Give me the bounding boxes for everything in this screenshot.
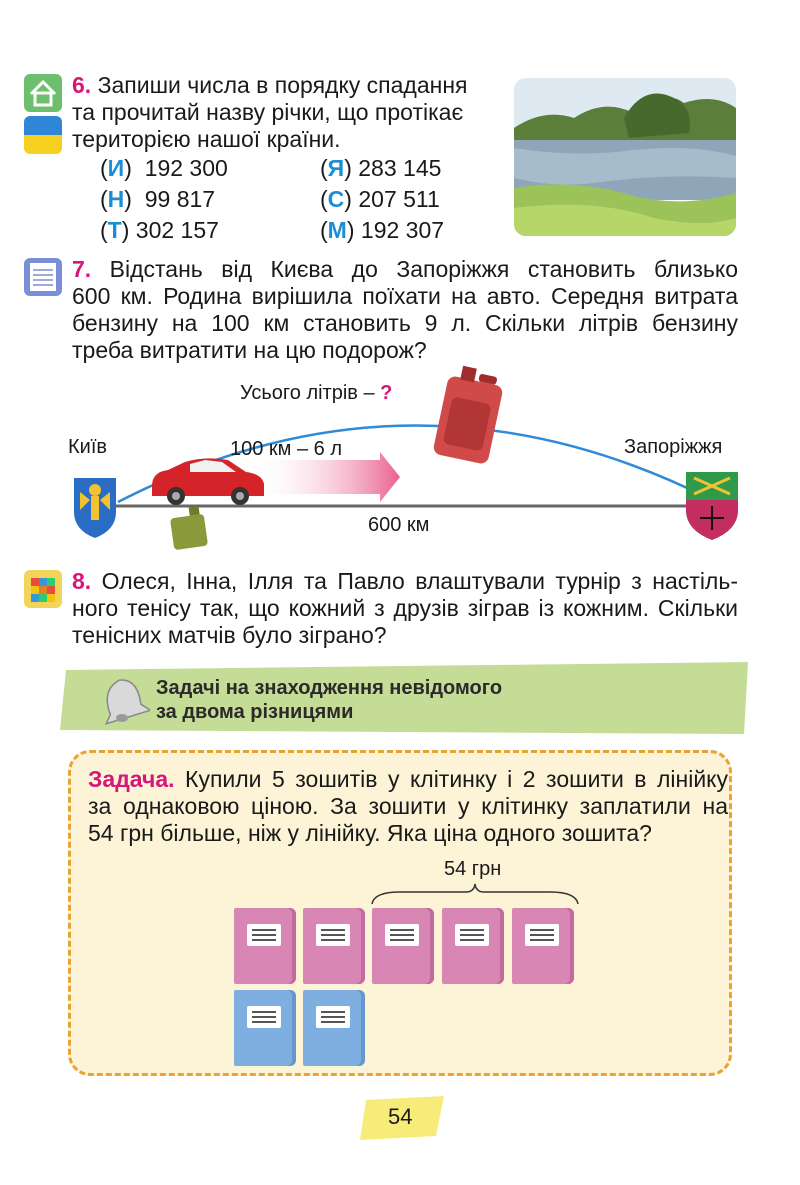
task8-text: 8. Олеся, Інна, Ілля та Павло влаштували турнір з настіль- ного тенісу так, що кожний з друзів зіграв із кожним. Скільки тенісних матчів було зіграно? bbox=[72, 568, 738, 648]
fuel-canister-icon bbox=[432, 363, 506, 465]
option-i: (И) 192 300 bbox=[100, 155, 228, 181]
grid-notebook bbox=[234, 908, 296, 984]
topic-banner-title: Задачі на знаходження невідомого за двома різницями bbox=[156, 677, 503, 723]
kyiv-coat-of-arms-icon bbox=[74, 478, 116, 538]
problem-text: Задача. Купили 5 зошитів у клітинку і 2 зошити в лінійку за однаковою ціною. За зошити у клітинку заплатили на 54 грн більше, ніж у лінійку. Яка ціна одного зошита? bbox=[88, 766, 728, 846]
notebook-task-icon bbox=[24, 258, 62, 296]
task7-number: 7. bbox=[72, 256, 92, 282]
distance-label: 600 км bbox=[368, 514, 430, 536]
grid-notebook bbox=[442, 908, 504, 984]
end-city-label: Запоріжжя bbox=[624, 436, 723, 458]
small-canister-icon bbox=[170, 506, 208, 550]
total-liters-label: Усього літрів – ? bbox=[240, 382, 393, 404]
option-m: (М) 192 307 bbox=[320, 217, 445, 243]
lined-notebook bbox=[234, 990, 296, 1066]
bell-icon bbox=[94, 672, 150, 726]
brace-label: 54 грн bbox=[444, 858, 502, 880]
ukraine-flag-icon bbox=[24, 116, 62, 154]
house-icon bbox=[24, 74, 62, 112]
total-question-mark: ? bbox=[380, 382, 393, 404]
start-city-label: Київ bbox=[68, 436, 108, 458]
brace bbox=[370, 882, 580, 908]
task6-text: 6. Запиши числа в порядку спадання та прочитай назву річки, що протікає територією нашої країни. bbox=[72, 72, 468, 152]
home-task-icon bbox=[24, 74, 62, 112]
segment-label: 100 км – 6 л bbox=[230, 438, 343, 460]
option-t: (Т) 302 157 bbox=[100, 217, 219, 243]
grid-notebook bbox=[303, 908, 365, 984]
car-icon bbox=[152, 458, 264, 505]
option-ya: (Я) 283 145 bbox=[320, 155, 442, 181]
page-number: 54 bbox=[388, 1104, 413, 1129]
river-photo bbox=[514, 78, 736, 236]
option-s: (С) 207 511 bbox=[320, 186, 440, 212]
cube-task-icon bbox=[24, 570, 62, 608]
task8-number: 8. bbox=[72, 568, 92, 594]
zaporizhzhia-coat-of-arms-icon bbox=[686, 472, 738, 540]
option-n: (Н) 99 817 bbox=[100, 186, 216, 212]
problem-label: Задача. bbox=[88, 766, 175, 792]
grid-notebook bbox=[372, 908, 434, 984]
lined-notebook bbox=[303, 990, 365, 1066]
grid-notebook bbox=[512, 908, 574, 984]
rubiks-cube-icon bbox=[24, 570, 62, 608]
lined-paper-icon bbox=[24, 258, 62, 296]
task6-number: 6. bbox=[72, 72, 92, 98]
task7-text: 7. Відстань від Києва до Запоріжжя становить близько 600 км. Родина вирішила поїхати на авто. Середня витрата бензину на 100 км становить 9 л. Скільки літрів бензину треба витратити на цю подорож? bbox=[72, 256, 738, 363]
